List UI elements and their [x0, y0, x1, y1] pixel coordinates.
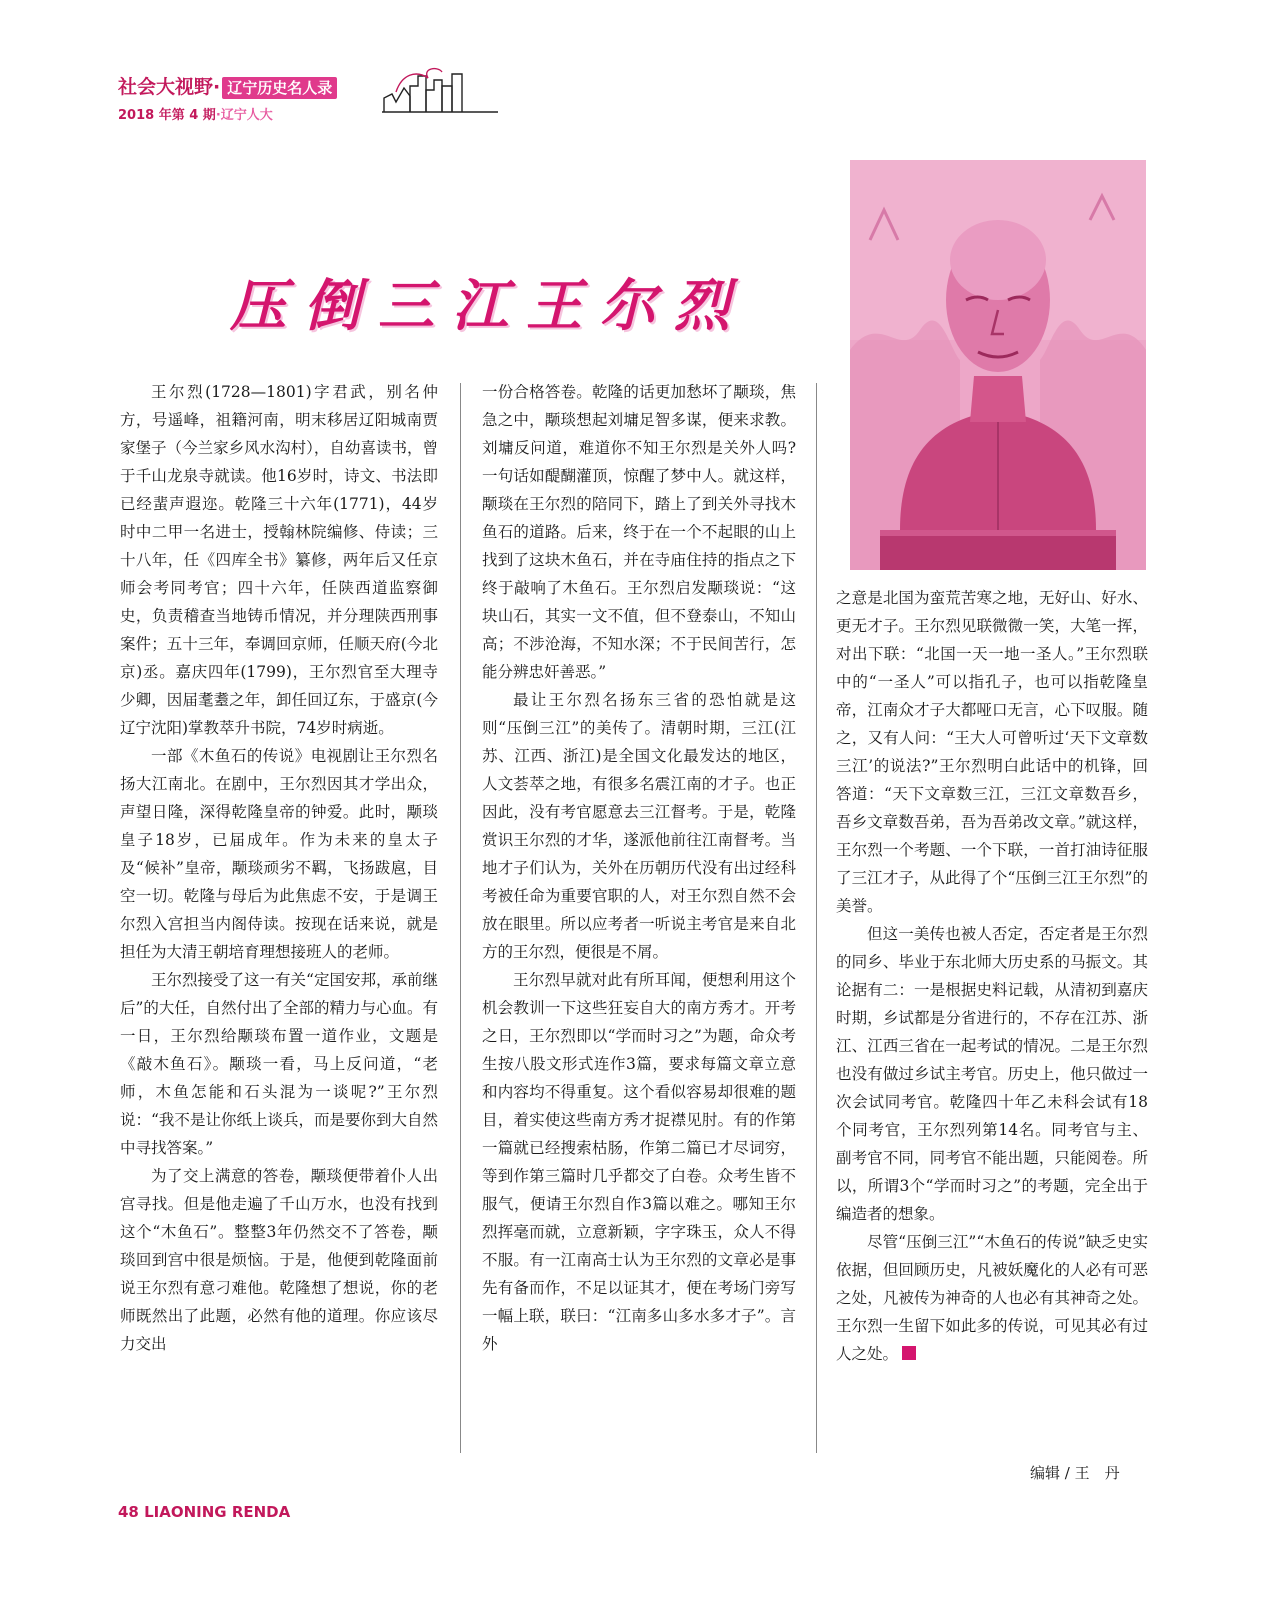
- page-footer: [118, 1503, 290, 1521]
- issue-separator: ·: [215, 108, 221, 123]
- conclusion-text: 尽管“压倒三江”“木鱼石的传说”缺乏史实依据，但回顾历史，凡被妖魔化的人必有可恶之处，凡被传为神奇的人也必有其神奇之处。王尔烈一生留下如此多的传说，可见其必有过人之处。: [836, 1233, 1148, 1363]
- city-skyline-icon: [382, 66, 498, 114]
- paragraph-biography: 王尔烈(1728—1801)字君武，别名仲方，号遥峰，祖籍河南，明末移居辽阳城南贾家堡子（今兰家乡风水沟村），自幼喜读书，曾于千山龙泉寺就读。他16岁时，诗文、书法即已经蜚声遐迩。乾隆三十六年(1771)，44岁时中二甲一名进士，授翰林院编修、侍读；三十八年，任《四库全书》纂修，两年后又任京师会考同考官；四十六年，任陕西道监察御史，负责稽查当地铸币情况，并分理陕西刑事案件；五十三年，奉调回京师，任顺天府(今北京)丞。嘉庆四年(1799)，王尔烈官至大理寺少卿，因届耄耋之年，卸任回辽东，于盛京(今辽宁沈阳)掌教萃升书院，74岁时病逝。: [120, 383, 438, 737]
- paragraph-search-end: 一份合格答卷。乾隆的话更加愁坏了颙琰，焦急之中，颙琰想起刘墉足智多谋，便来求教。刘墉反问道，难道你不知王尔烈是关外人吗?一句话如醍醐灌顶，惊醒了梦中人。就这样，颙琰在王尔烈的陪同下，踏上了到关外寻找木鱼石的道路。后来，终于在一个不起眼的山上找到了这块木鱼石，并在寺庙住持的指点之下终于敲响了木鱼石。王尔烈启发颙琰说：“这块山石，其实一文不值，但不登泰山，不知山高；不涉沧海，不知水深；不于民间苦行，怎能分辨忠奸善恶。”: [482, 383, 796, 681]
- end-mark-icon: [902, 1346, 916, 1360]
- page-header: [118, 66, 498, 126]
- magazine-name: 辽宁人大: [220, 108, 273, 123]
- column-rule-right: [816, 383, 817, 1453]
- column-rule-left: [460, 383, 461, 1453]
- paragraph-assignment: 王尔烈接受了这一有关“定国安邦，承前继后”的大任，自然付出了全部的精力与心血。有一日，王尔烈给颙琰布置一道作业，文题是《敲木鱼石》。颙琰一看，马上反问道，“老师，木鱼怎能和石头混为一谈呢?”王尔烈说：“我不是让你纸上谈兵，而是要你到大自然中寻找答案。”: [120, 971, 438, 1157]
- paragraph-three-rivers: 最让王尔烈名扬东三省的恐怕就是这则“压倒三江”的美传了。清朝时期，三江(江苏、江西、浙江)是全国文化最发达的地区，人文荟萃之地，有很多名震江南的才子。也正因此，没有考官愿意去三江督考。于是，乾隆赏识王尔烈的才华，遂派他前往江南督考。当地才子们认为，关外在历朝历代没有出过经科考被任命为重要官职的人，对王尔烈自然不会放在眼里。所以应考者一听说主考官是来自北方的王尔烈，便很是不屑。: [482, 691, 796, 961]
- issue-line: [118, 104, 273, 123]
- article-title: 压倒三江王尔烈: [230, 273, 748, 339]
- portrait-bust-photo: [850, 160, 1146, 570]
- editor-credit: 编辑 / 王 丹: [1030, 1464, 1120, 1482]
- paragraph-tv-drama: 一部《木鱼石的传说》电视剧让王尔烈名扬大江南北。在剧中，王尔烈因其才学出众，声望日隆，深得乾隆皇帝的钟爱。此时，颙琰皇子18岁，已届成年。作为未来的皇太子及“候补”皇帝，颙琰顽劣不羁，飞扬跋扈，目空一切。乾隆与母后为此焦虑不安，于是调王尔烈入宫担当内阁侍读。按现在话来说，就是担任为大清王朝培育理想接班人的老师。: [120, 747, 438, 961]
- paragraph-exam-start: 王尔烈早就对此有所耳闻，便想利用这个机会教训一下这些狂妄自大的南方秀才。开考之日，王尔烈即以“学而时习之”为题，命众考生按八股文形式连作3篇，要求每篇文章立意和内容均不得重复。这个看似容易却很难的题目，着实使这些南方秀才捉襟见肘。有的作第一篇就已经搜索枯肠，作第二篇已才尽词穷，等到作第三篇时几乎都交了白卷。众考生皆不服气，便请王尔烈自作3篇以难之。哪知王尔烈挥毫而就，立意新颖，字字珠玉，众人不得不服。有一江南高士认为王尔烈的文章必是事先有备而作，不足以证其才，便在考场门旁写一幅上联，联曰：“江南多山多水多才子”。言外: [482, 971, 796, 1353]
- paragraph-exam-end: 之意是北国为蛮荒苦寒之地，无好山、好水、更无才子。王尔烈见联微微一笑，大笔一挥，对出下联：“北国一天一地一圣人。”王尔烈联中的“一圣人”可以指孔子，也可以指乾隆皇帝，江南众才子大都哑口无言，心下叹服。随之，又有人问：“王大人可曾听过‘天下文章数三江’的说法?”王尔烈明白此话中的机锋，回答道：“天下文章数三江，三江文章数吾乡，吾乡文章数吾弟，吾为吾弟改文章。”就这样，王尔烈一个考题、一个下联，一首打油诗征服了三江才子，从此得了个“压倒三江王尔烈”的美誉。: [836, 589, 1148, 915]
- paragraph-conclusion: [836, 1228, 1148, 1368]
- subsection-name: 辽宁历史名人录: [222, 77, 337, 99]
- paragraph-search-start: 为了交上满意的答卷，颙琰便带着仆人出宫寻找。但是他走遍了千山万水，也没有找到这个“木鱼石”。整整3年仍然交不了答卷，颙琰回到宫中很是烦恼。于是，他便到乾隆面前说王尔烈有意刁难他。乾隆想了想说，你的老师既然出了此题，必然有他的道理。你应该尽力交出: [120, 1167, 438, 1353]
- page-number: 48: [118, 1503, 139, 1521]
- paragraph-rebuttal: 但这一美传也被人否定，否定者是王尔烈的同乡、毕业于东北师大历史系的马振文。其论据有二：一是根据史料记载，从清初到嘉庆时期，乡试都是分省进行的，不存在江苏、浙江、江西三省在一起考试的情况。二是王尔烈也没有做过乡试主考官。历史上，他只做过一次会试同考官。乾隆四十年乙未科会试有18个同考官，王尔烈列第14名。同考官与主、副考官不同，同考官不能出题，只能阅卷。所以，所谓3个“学而时习之”的考题，完全出于编造者的想象。: [836, 925, 1148, 1223]
- article-column-3: [836, 584, 1148, 1456]
- issue-number: 2018 年第 4 期: [118, 108, 216, 123]
- section-dot: ·: [213, 76, 221, 98]
- article-column-2: [482, 378, 796, 1456]
- publication-name: LIAONING RENDA: [144, 1503, 291, 1521]
- article-column-1: [120, 378, 438, 1456]
- section-name: 社会大视野: [118, 76, 214, 98]
- section-heading: [118, 72, 337, 99]
